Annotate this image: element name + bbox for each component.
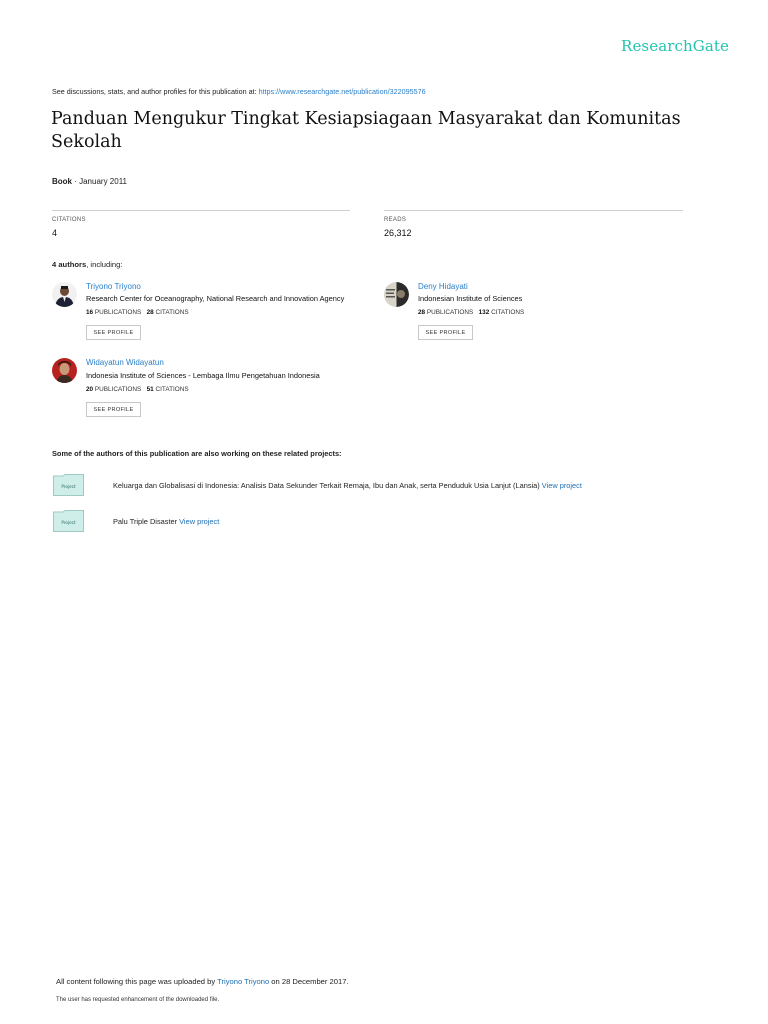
citations-divider	[52, 210, 350, 211]
citations-count: 132	[478, 309, 490, 316]
title-line-2: Sekolah	[51, 132, 122, 152]
author-institution: Indonesia Institute of Sciences - Lembaga Ilmu Pengetahuan Indonesia	[86, 371, 320, 380]
publications-count: 20	[86, 386, 94, 393]
citations-label: CITATIONS	[489, 309, 525, 316]
upload-notice	[56, 977, 349, 986]
intro-line	[52, 87, 426, 96]
related-projects-heading: Some of the authors of this publication are also working on these related projects:	[52, 449, 342, 458]
author-institution: Research Center for Oceanography, National Research and Innovation Agency	[86, 294, 345, 303]
authors-heading	[52, 260, 123, 269]
author-avatar[interactable]	[52, 282, 77, 307]
reads-label: READS	[384, 217, 407, 223]
author-name-link[interactable]: Triyono Triyono	[86, 282, 141, 291]
view-project-link[interactable]: View project	[541, 481, 582, 490]
publications-count: 16	[86, 309, 94, 316]
see-profile-button[interactable]: SEE PROFILE	[86, 402, 141, 417]
citations-value: 4	[52, 228, 58, 238]
citations-label: CITATIONS	[52, 217, 86, 223]
project-description	[113, 517, 219, 526]
upload-suffix: on 28 December 2017.	[269, 977, 349, 986]
author-name-link[interactable]: Widayatun Widayatun	[86, 358, 164, 367]
publications-label: PUBLICATIONS	[425, 309, 474, 316]
author-photo	[384, 282, 409, 307]
publication-title	[51, 108, 691, 154]
citations-label: CITATIONS	[153, 386, 189, 393]
folder-icon[interactable]	[53, 474, 84, 496]
publication-meta	[52, 177, 127, 186]
project-folder-graphic	[53, 474, 84, 496]
see-profile-button[interactable]: SEE PROFILE	[418, 325, 473, 340]
citations-label: CITATIONS	[153, 309, 189, 316]
publications-count: 28	[418, 309, 426, 316]
project-icon-label: Project	[61, 484, 76, 489]
project-icon-label: Project	[61, 520, 76, 525]
author-name-link[interactable]: Deny Hidayati	[418, 282, 468, 291]
upload-prefix: All content following this page was uploaded by	[56, 977, 218, 986]
authors-count: 4 authors	[52, 260, 87, 269]
project-description	[113, 481, 582, 490]
publications-label: PUBLICATIONS	[93, 386, 142, 393]
author-institution: Indonesian Institute of Sciences	[418, 294, 523, 303]
authors-heading-suffix: , including:	[86, 260, 123, 269]
project-title: Keluarga dan Globalisasi di Indonesia: Analisis Data Sekunder Terkait Remaja, Ibu dan Anak, serta Penduduk Usia Lanjut (Lansia)	[113, 481, 542, 490]
reads-value: 26,312	[384, 228, 412, 238]
author-stats	[86, 386, 189, 393]
title-line-1: Panduan Mengukur Tingkat Kesiapsiagaan Masyarakat dan Komunitas	[51, 109, 681, 129]
project-folder-graphic	[53, 510, 84, 532]
publication-type: Book	[52, 177, 72, 186]
author-stats	[86, 309, 189, 316]
enhancement-note: The user has requested enhancement of the downloaded file.	[56, 997, 220, 1003]
citations-count: 51	[146, 386, 154, 393]
author-avatar[interactable]	[384, 282, 409, 307]
publications-label: PUBLICATIONS	[93, 309, 142, 316]
intro-text: See discussions, stats, and author profiles for this publication at:	[52, 87, 259, 96]
publication-date: · January 2011	[72, 177, 127, 186]
citations-count: 28	[146, 309, 154, 316]
uploader-link[interactable]: Triyono Triyono	[217, 977, 270, 986]
reads-divider	[384, 210, 683, 211]
project-title: Palu Triple Disaster	[113, 517, 180, 526]
see-profile-button[interactable]: SEE PROFILE	[86, 325, 141, 340]
researchgate-logo[interactable]: ResearchGate	[621, 37, 729, 55]
author-photo	[52, 358, 77, 383]
folder-icon[interactable]	[53, 510, 84, 532]
publication-url-link[interactable]: https://www.researchgate.net/publication/322095576	[258, 87, 426, 96]
author-avatar[interactable]	[52, 358, 77, 383]
author-stats	[418, 309, 524, 316]
author-photo	[52, 282, 77, 307]
view-project-link[interactable]: View project	[179, 517, 220, 526]
